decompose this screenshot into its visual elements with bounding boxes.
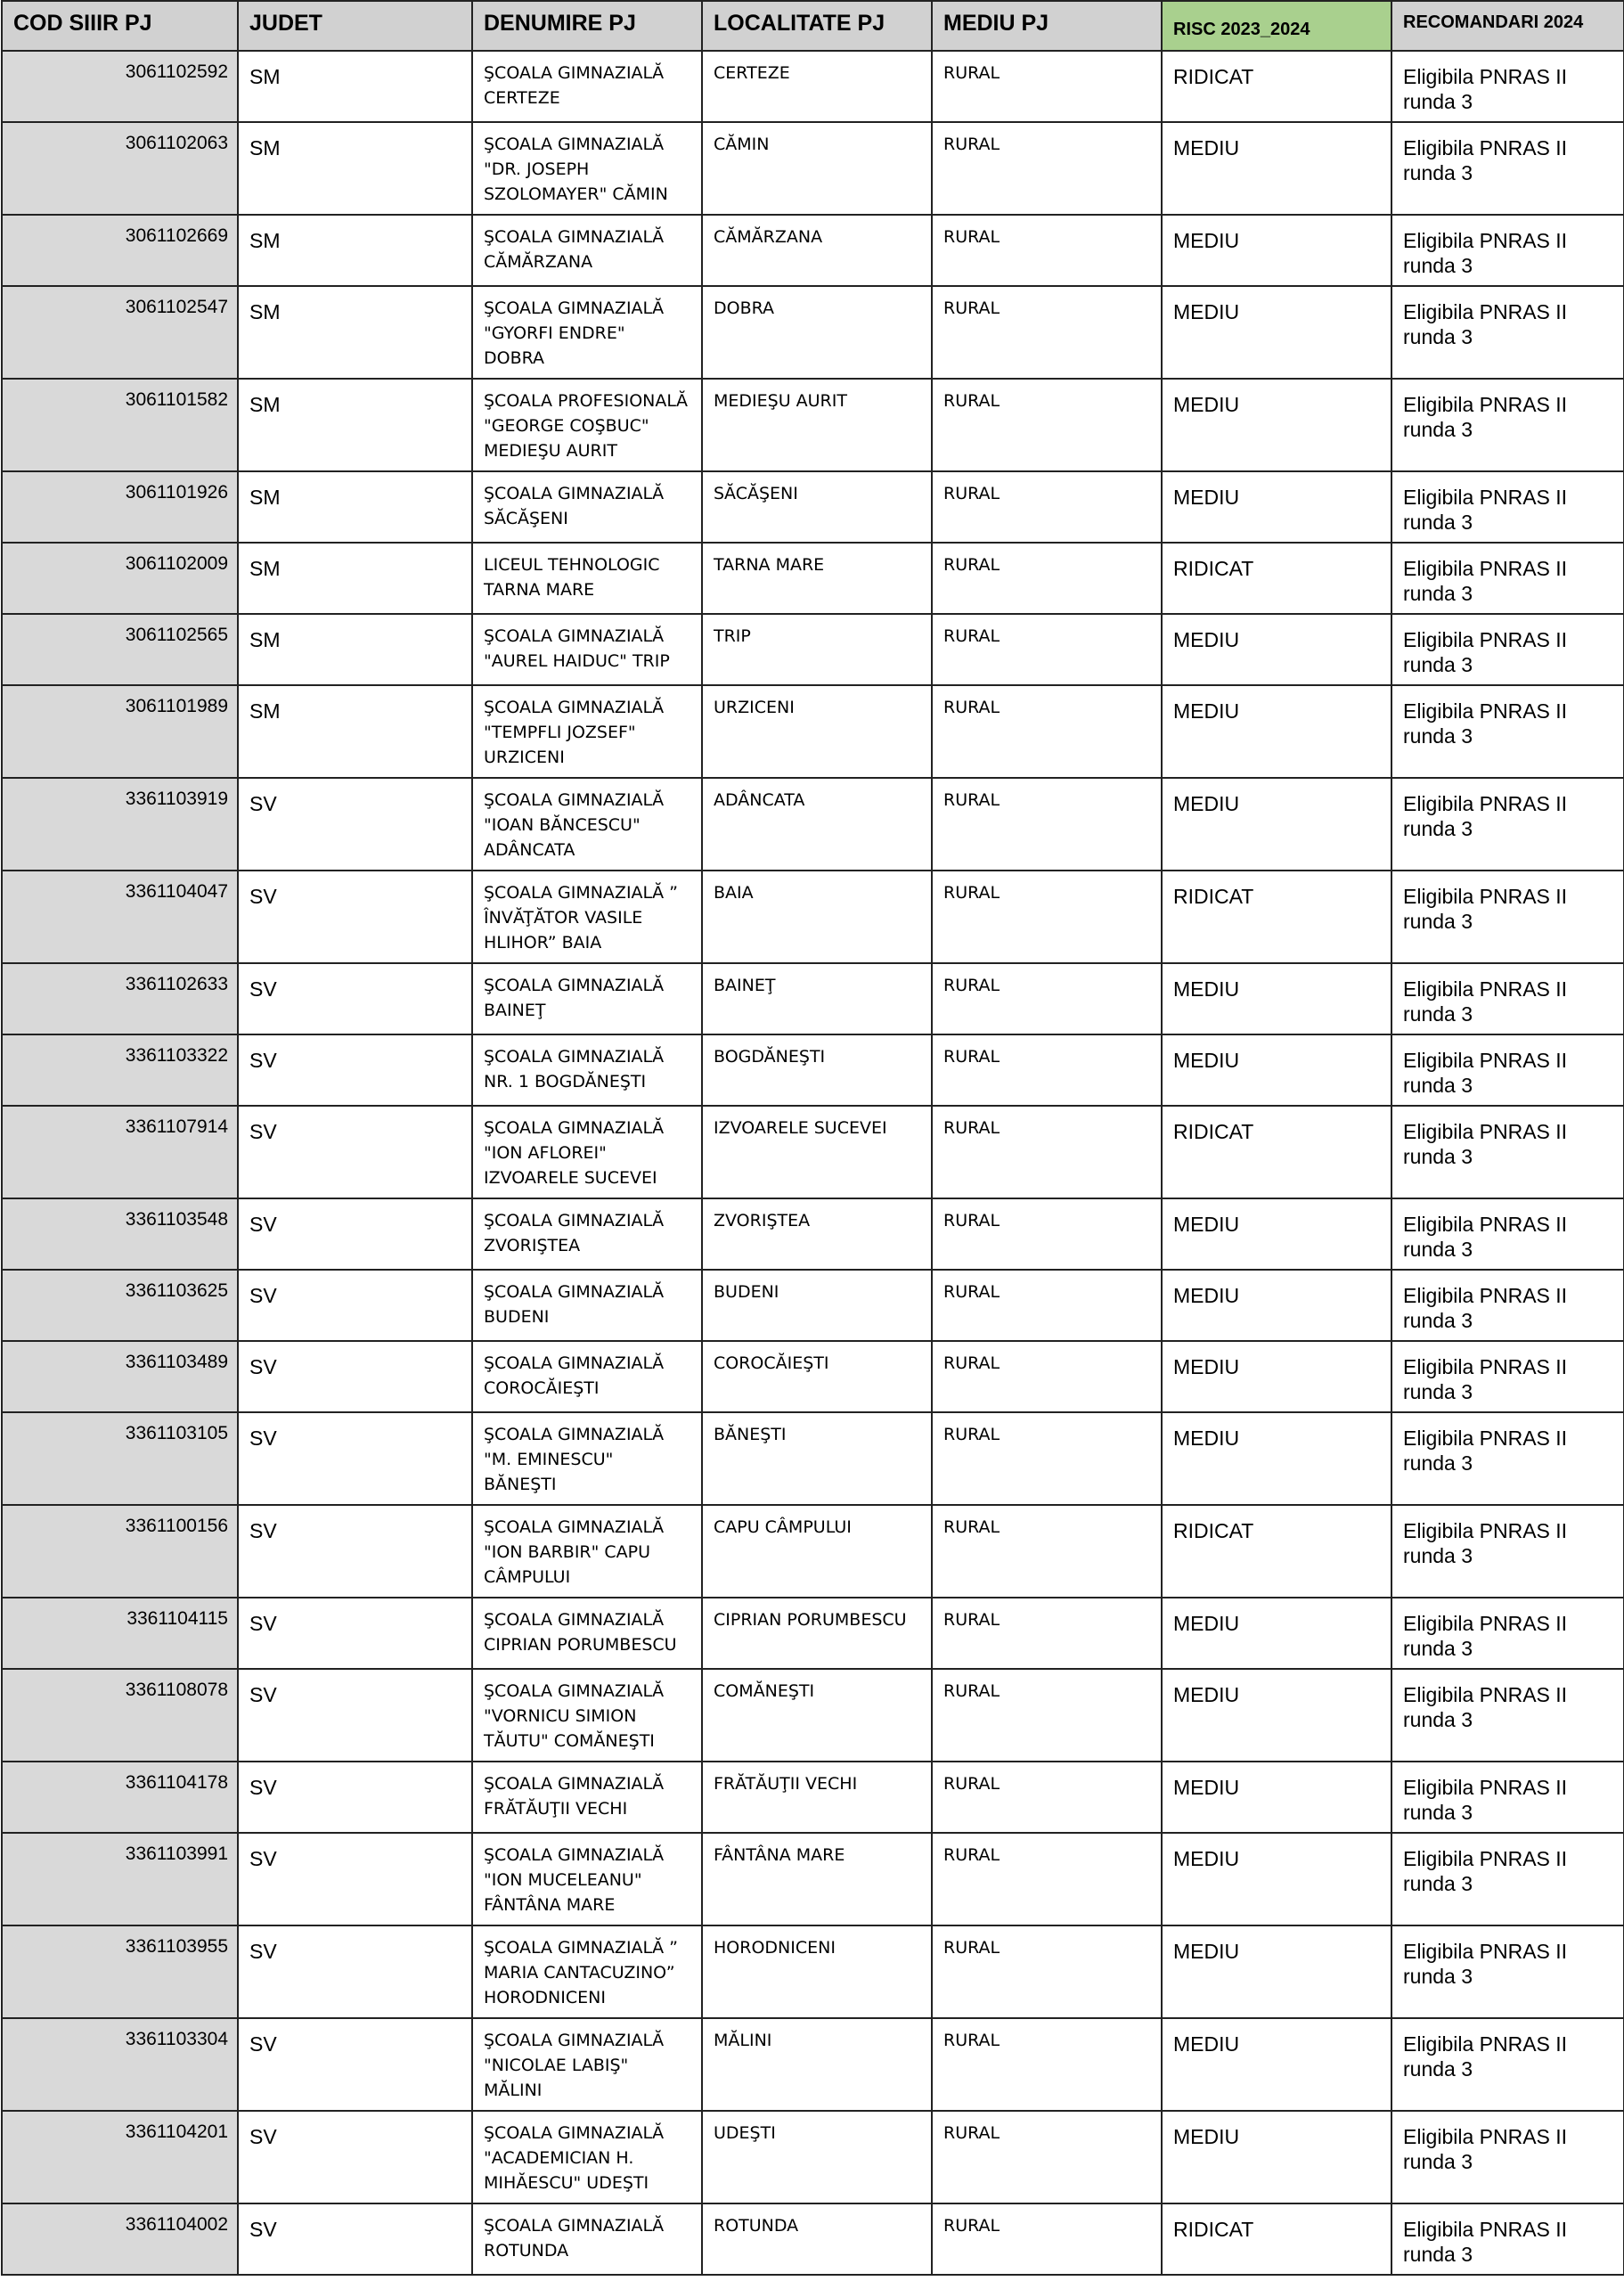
table-row <box>2 1669 1624 1762</box>
table-row <box>2 778 1624 871</box>
cell-risc: MEDIU <box>1162 1341 1391 1412</box>
cell-mediu: RURAL <box>932 614 1162 685</box>
cell-judet: SV <box>238 2111 472 2203</box>
cell-code: 3061102669 <box>2 215 238 286</box>
cell-judet: SV <box>238 1341 472 1412</box>
table-row <box>2 1106 1624 1198</box>
cell-judet: SM <box>238 51 472 122</box>
cell-localitate: SĂCĂŞENI <box>702 471 932 543</box>
cell-code: 3361108078 <box>2 1669 238 1762</box>
cell-risc: RIDICAT <box>1162 1505 1391 1598</box>
cell-mediu: RURAL <box>932 1669 1162 1762</box>
table-row <box>2 1412 1624 1505</box>
cell-risc: MEDIU <box>1162 778 1391 871</box>
cell-judet: SV <box>238 1925 472 2018</box>
cell-judet: SV <box>238 778 472 871</box>
cell-recomandari: Eligibila PNRAS II runda 3 <box>1391 1669 1624 1762</box>
cell-code: 3061101582 <box>2 379 238 471</box>
header-mediu: MEDIU PJ <box>932 1 1162 51</box>
cell-risc: MEDIU <box>1162 286 1391 379</box>
cell-denumire: ŞCOALA GIMNAZIALĂ "AUREL HAIDUC" TRIP <box>472 614 702 685</box>
table-row <box>2 963 1624 1034</box>
cell-code: 3361103919 <box>2 778 238 871</box>
table-row <box>2 215 1624 286</box>
cell-denumire: ŞCOALA GIMNAZIALĂ "NICOLAE LABIŞ" MĂLINI <box>472 2018 702 2111</box>
cell-risc: MEDIU <box>1162 1412 1391 1505</box>
cell-mediu: RURAL <box>932 122 1162 215</box>
cell-denumire: ŞCOALA GIMNAZIALĂ "ION AFLOREI" IZVOARELE SUCEVEI <box>472 1106 702 1198</box>
cell-denumire: ŞCOALA GIMNAZIALĂ SĂCĂŞENI <box>472 471 702 543</box>
cell-recomandari: Eligibila PNRAS II runda 3 <box>1391 1270 1624 1341</box>
cell-recomandari: Eligibila PNRAS II runda 3 <box>1391 543 1624 614</box>
cell-risc: MEDIU <box>1162 685 1391 778</box>
cell-risc: MEDIU <box>1162 471 1391 543</box>
cell-judet: SM <box>238 614 472 685</box>
cell-judet: SV <box>238 963 472 1034</box>
cell-recomandari: Eligibila PNRAS II runda 3 <box>1391 1505 1624 1598</box>
cell-recomandari: Eligibila PNRAS II runda 3 <box>1391 2203 1624 2275</box>
cell-localitate: COROCĂIEŞTI <box>702 1341 932 1412</box>
cell-mediu: RURAL <box>932 2018 1162 2111</box>
schools-table <box>1 0 1624 2276</box>
cell-judet: SV <box>238 1598 472 1669</box>
table-row <box>2 51 1624 122</box>
cell-denumire: ŞCOALA GIMNAZIALĂ ” ÎNVĂŢĂTOR VASILE HLIHOR” BAIA <box>472 871 702 963</box>
cell-code: 3061101989 <box>2 685 238 778</box>
cell-code: 3361100156 <box>2 1505 238 1598</box>
cell-risc: RIDICAT <box>1162 871 1391 963</box>
cell-mediu: RURAL <box>932 286 1162 379</box>
header-localitate: LOCALITATE PJ <box>702 1 932 51</box>
cell-denumire: ŞCOALA GIMNAZIALĂ "ACADEMICIAN H. MIHĂESCU" UDEŞTI <box>472 2111 702 2203</box>
cell-localitate: ROTUNDA <box>702 2203 932 2275</box>
cell-judet: SV <box>238 1198 472 1270</box>
cell-code: 3361103625 <box>2 1270 238 1341</box>
cell-recomandari: Eligibila PNRAS II runda 3 <box>1391 51 1624 122</box>
cell-code: 3061102063 <box>2 122 238 215</box>
cell-judet: SM <box>238 471 472 543</box>
cell-denumire: ŞCOALA GIMNAZIALĂ "TEMPFLI JOZSEF" URZICENI <box>472 685 702 778</box>
cell-recomandari: Eligibila PNRAS II runda 3 <box>1391 286 1624 379</box>
table-row <box>2 1034 1624 1106</box>
cell-localitate: TARNA MARE <box>702 543 932 614</box>
cell-judet: SV <box>238 2203 472 2275</box>
cell-mediu: RURAL <box>932 1106 1162 1198</box>
cell-code: 3361102633 <box>2 963 238 1034</box>
cell-mediu: RURAL <box>932 1412 1162 1505</box>
cell-judet: SV <box>238 1762 472 1833</box>
cell-risc: RIDICAT <box>1162 1106 1391 1198</box>
cell-judet: SM <box>238 379 472 471</box>
cell-denumire: ŞCOALA GIMNAZIALĂ "ION BARBIR" CAPU CÂMPULUI <box>472 1505 702 1598</box>
cell-mediu: RURAL <box>932 1925 1162 2018</box>
cell-recomandari: Eligibila PNRAS II runda 3 <box>1391 215 1624 286</box>
cell-code: 3361103304 <box>2 2018 238 2111</box>
cell-risc: MEDIU <box>1162 2111 1391 2203</box>
cell-mediu: RURAL <box>932 471 1162 543</box>
cell-risc: MEDIU <box>1162 1925 1391 2018</box>
cell-judet: SV <box>238 1034 472 1106</box>
cell-judet: SM <box>238 286 472 379</box>
cell-localitate: FÂNTÂNA MARE <box>702 1833 932 1925</box>
cell-code: 3361104201 <box>2 2111 238 2203</box>
cell-code: 3361104002 <box>2 2203 238 2275</box>
cell-code: 3361103105 <box>2 1412 238 1505</box>
cell-mediu: RURAL <box>932 215 1162 286</box>
cell-recomandari: Eligibila PNRAS II runda 3 <box>1391 871 1624 963</box>
cell-risc: MEDIU <box>1162 1762 1391 1833</box>
cell-mediu: RURAL <box>932 51 1162 122</box>
cell-code: 3361107914 <box>2 1106 238 1198</box>
cell-denumire: ŞCOALA GIMNAZIALĂ CERTEZE <box>472 51 702 122</box>
cell-risc: MEDIU <box>1162 963 1391 1034</box>
header-recomandari: RECOMANDARI 2024 <box>1391 1 1624 51</box>
cell-code: 3361104115 <box>2 1598 238 1669</box>
cell-recomandari: Eligibila PNRAS II runda 3 <box>1391 2018 1624 2111</box>
cell-judet: SV <box>238 1669 472 1762</box>
cell-risc: MEDIU <box>1162 2018 1391 2111</box>
cell-recomandari: Eligibila PNRAS II runda 3 <box>1391 614 1624 685</box>
cell-localitate: URZICENI <box>702 685 932 778</box>
cell-localitate: HORODNICENI <box>702 1925 932 2018</box>
cell-localitate: ZVORIŞTEA <box>702 1198 932 1270</box>
cell-mediu: RURAL <box>932 543 1162 614</box>
cell-risc: MEDIU <box>1162 1598 1391 1669</box>
table-row <box>2 2203 1624 2275</box>
table-row <box>2 122 1624 215</box>
cell-recomandari: Eligibila PNRAS II runda 3 <box>1391 1034 1624 1106</box>
cell-judet: SM <box>238 543 472 614</box>
cell-denumire: ŞCOALA GIMNAZIALĂ NR. 1 BOGDĂNEŞTI <box>472 1034 702 1106</box>
cell-localitate: ADÂNCATA <box>702 778 932 871</box>
cell-risc: MEDIU <box>1162 1669 1391 1762</box>
cell-mediu: RURAL <box>932 1833 1162 1925</box>
cell-code: 3061102009 <box>2 543 238 614</box>
cell-localitate: CERTEZE <box>702 51 932 122</box>
cell-code: 3361103955 <box>2 1925 238 2018</box>
cell-denumire: ŞCOALA GIMNAZIALĂ ” MARIA CANTACUZINO” HORODNICENI <box>472 1925 702 2018</box>
cell-judet: SV <box>238 2018 472 2111</box>
cell-mediu: RURAL <box>932 1198 1162 1270</box>
header-denumire: DENUMIRE PJ <box>472 1 702 51</box>
cell-localitate: MĂLINI <box>702 2018 932 2111</box>
cell-localitate: UDEŞTI <box>702 2111 932 2203</box>
table-body <box>2 51 1624 2275</box>
cell-localitate: MEDIEŞU AURIT <box>702 379 932 471</box>
cell-code: 3061102547 <box>2 286 238 379</box>
cell-risc: RIDICAT <box>1162 2203 1391 2275</box>
cell-recomandari: Eligibila PNRAS II runda 3 <box>1391 122 1624 215</box>
cell-recomandari: Eligibila PNRAS II runda 3 <box>1391 379 1624 471</box>
table-row <box>2 1505 1624 1598</box>
cell-recomandari: Eligibila PNRAS II runda 3 <box>1391 963 1624 1034</box>
cell-denumire: ŞCOALA GIMNAZIALĂ "DR. JOSEPH SZOLOMAYER" CĂMIN <box>472 122 702 215</box>
cell-denumire: ŞCOALA GIMNAZIALĂ "GYORFI ENDRE" DOBRA <box>472 286 702 379</box>
table-row <box>2 543 1624 614</box>
header-row <box>2 1 1624 51</box>
cell-risc: MEDIU <box>1162 215 1391 286</box>
cell-judet: SV <box>238 1412 472 1505</box>
cell-denumire: ŞCOALA GIMNAZIALĂ BAINEŢ <box>472 963 702 1034</box>
cell-mediu: RURAL <box>932 2203 1162 2275</box>
cell-localitate: CIPRIAN PORUMBESCU <box>702 1598 932 1669</box>
header-code: COD SIIIR PJ <box>2 1 238 51</box>
table-row <box>2 1598 1624 1669</box>
cell-localitate: BAINEŢ <box>702 963 932 1034</box>
cell-mediu: RURAL <box>932 1762 1162 1833</box>
table-row <box>2 1762 1624 1833</box>
cell-localitate: BUDENI <box>702 1270 932 1341</box>
table-row <box>2 1833 1624 1925</box>
cell-denumire: ŞCOALA GIMNAZIALĂ CIPRIAN PORUMBESCU <box>472 1598 702 1669</box>
cell-mediu: RURAL <box>932 1598 1162 1669</box>
table-row <box>2 1270 1624 1341</box>
cell-mediu: RURAL <box>932 778 1162 871</box>
cell-recomandari: Eligibila PNRAS II runda 3 <box>1391 471 1624 543</box>
table-row <box>2 1341 1624 1412</box>
cell-localitate: CĂMĂRZANA <box>702 215 932 286</box>
cell-code: 3361103548 <box>2 1198 238 1270</box>
cell-mediu: RURAL <box>932 379 1162 471</box>
cell-code: 3361103991 <box>2 1833 238 1925</box>
cell-recomandari: Eligibila PNRAS II runda 3 <box>1391 1833 1624 1925</box>
cell-judet: SM <box>238 685 472 778</box>
cell-recomandari: Eligibila PNRAS II runda 3 <box>1391 1341 1624 1412</box>
cell-risc: MEDIU <box>1162 122 1391 215</box>
table-row <box>2 871 1624 963</box>
table-row <box>2 286 1624 379</box>
cell-mediu: RURAL <box>932 963 1162 1034</box>
cell-code: 3361104178 <box>2 1762 238 1833</box>
cell-code: 3061102592 <box>2 51 238 122</box>
cell-recomandari: Eligibila PNRAS II runda 3 <box>1391 2111 1624 2203</box>
cell-recomandari: Eligibila PNRAS II runda 3 <box>1391 1762 1624 1833</box>
cell-recomandari: Eligibila PNRAS II runda 3 <box>1391 1106 1624 1198</box>
cell-risc: MEDIU <box>1162 1833 1391 1925</box>
cell-denumire: ŞCOALA GIMNAZIALĂ "VORNICU SIMION TĂUTU" COMĂNEŞTI <box>472 1669 702 1762</box>
cell-code: 3361103489 <box>2 1341 238 1412</box>
table-row <box>2 2111 1624 2203</box>
table-row <box>2 2018 1624 2111</box>
cell-denumire: ŞCOALA GIMNAZIALĂ BUDENI <box>472 1270 702 1341</box>
cell-code: 3061102565 <box>2 614 238 685</box>
cell-recomandari: Eligibila PNRAS II runda 3 <box>1391 1198 1624 1270</box>
cell-denumire: ŞCOALA GIMNAZIALĂ "ION MUCELEANU" FÂNTÂNA MARE <box>472 1833 702 1925</box>
cell-denumire: ŞCOALA GIMNAZIALĂ ZVORIŞTEA <box>472 1198 702 1270</box>
cell-denumire: ŞCOALA GIMNAZIALĂ "M. EMINESCU" BĂNEŞTI <box>472 1412 702 1505</box>
table-row <box>2 1925 1624 2018</box>
cell-denumire: LICEUL TEHNOLOGIC TARNA MARE <box>472 543 702 614</box>
cell-denumire: ŞCOALA GIMNAZIALĂ CĂMĂRZANA <box>472 215 702 286</box>
table-row <box>2 471 1624 543</box>
cell-mediu: RURAL <box>932 1034 1162 1106</box>
table-row <box>2 379 1624 471</box>
cell-code: 3361103322 <box>2 1034 238 1106</box>
cell-localitate: BOGDĂNEŞTI <box>702 1034 932 1106</box>
cell-localitate: FRĂTĂUŢII VECHI <box>702 1762 932 1833</box>
cell-mediu: RURAL <box>932 1270 1162 1341</box>
cell-recomandari: Eligibila PNRAS II runda 3 <box>1391 1412 1624 1505</box>
cell-risc: MEDIU <box>1162 1198 1391 1270</box>
cell-denumire: ŞCOALA PROFESIONALĂ "GEORGE COŞBUC" MEDIEŞU AURIT <box>472 379 702 471</box>
cell-mediu: RURAL <box>932 1341 1162 1412</box>
cell-mediu: RURAL <box>932 1505 1162 1598</box>
table-row <box>2 685 1624 778</box>
cell-denumire: ŞCOALA GIMNAZIALĂ "IOAN BĂNCESCU" ADÂNCATA <box>472 778 702 871</box>
cell-judet: SM <box>238 122 472 215</box>
cell-localitate: TRIP <box>702 614 932 685</box>
cell-localitate: CĂMIN <box>702 122 932 215</box>
cell-localitate: IZVOARELE SUCEVEI <box>702 1106 932 1198</box>
cell-localitate: COMĂNEŞTI <box>702 1669 932 1762</box>
header-judet: JUDET <box>238 1 472 51</box>
header-risc: RISC 2023_2024 <box>1162 1 1391 51</box>
cell-localitate: BAIA <box>702 871 932 963</box>
cell-judet: SV <box>238 1106 472 1198</box>
cell-localitate: BĂNEŞTI <box>702 1412 932 1505</box>
cell-recomandari: Eligibila PNRAS II runda 3 <box>1391 778 1624 871</box>
cell-risc: MEDIU <box>1162 1034 1391 1106</box>
cell-recomandari: Eligibila PNRAS II runda 3 <box>1391 685 1624 778</box>
cell-risc: MEDIU <box>1162 379 1391 471</box>
cell-recomandari: Eligibila PNRAS II runda 3 <box>1391 1925 1624 2018</box>
cell-judet: SV <box>238 1270 472 1341</box>
cell-localitate: DOBRA <box>702 286 932 379</box>
cell-code: 3061101926 <box>2 471 238 543</box>
cell-denumire: ŞCOALA GIMNAZIALĂ COROCĂIEŞTI <box>472 1341 702 1412</box>
cell-mediu: RURAL <box>932 2111 1162 2203</box>
table-row <box>2 1198 1624 1270</box>
cell-risc: MEDIU <box>1162 1270 1391 1341</box>
cell-mediu: RURAL <box>932 871 1162 963</box>
cell-judet: SV <box>238 1505 472 1598</box>
cell-denumire: ŞCOALA GIMNAZIALĂ FRĂTĂUŢII VECHI <box>472 1762 702 1833</box>
cell-risc: MEDIU <box>1162 614 1391 685</box>
cell-judet: SV <box>238 871 472 963</box>
cell-denumire: ŞCOALA GIMNAZIALĂ ROTUNDA <box>472 2203 702 2275</box>
cell-localitate: CAPU CÂMPULUI <box>702 1505 932 1598</box>
cell-risc: RIDICAT <box>1162 51 1391 122</box>
cell-judet: SM <box>238 215 472 286</box>
cell-risc: RIDICAT <box>1162 543 1391 614</box>
cell-judet: SV <box>238 1833 472 1925</box>
cell-mediu: RURAL <box>932 685 1162 778</box>
cell-code: 3361104047 <box>2 871 238 963</box>
cell-recomandari: Eligibila PNRAS II runda 3 <box>1391 1598 1624 1669</box>
table-row <box>2 614 1624 685</box>
